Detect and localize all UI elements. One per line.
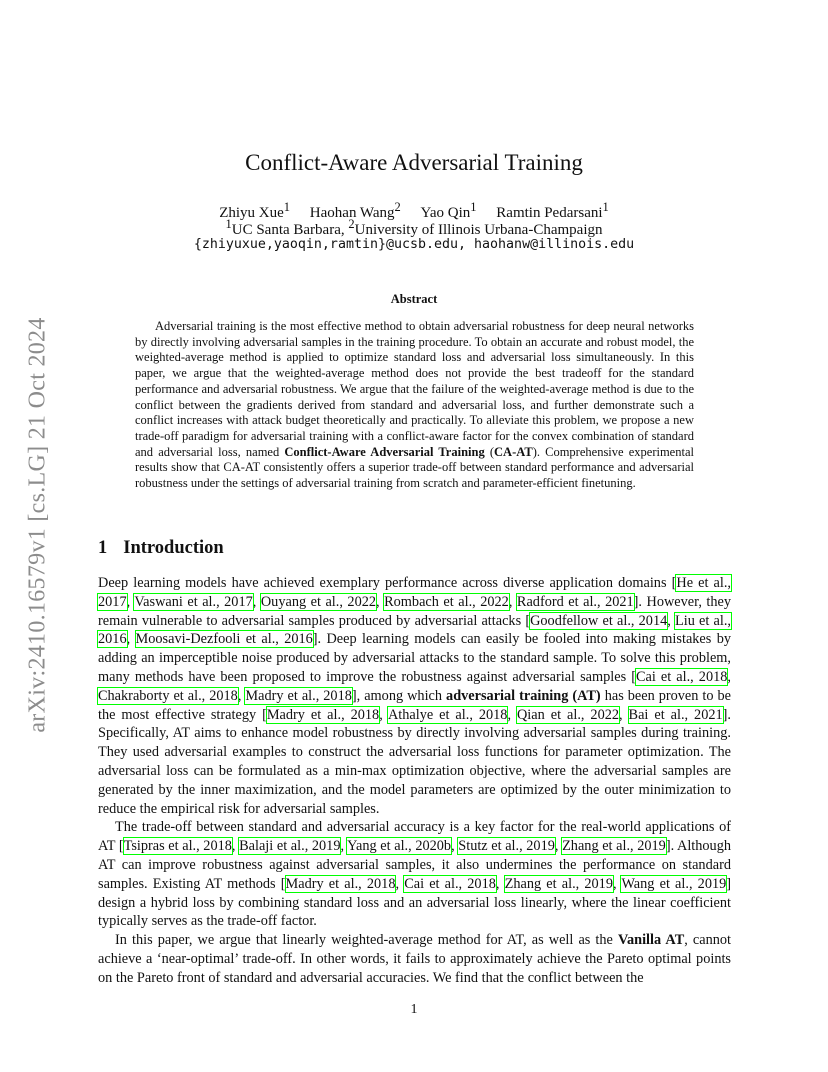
citation-link[interactable]: Vaswani et al., 2017 — [134, 593, 253, 610]
page-number: 1 — [410, 1002, 418, 1017]
section-heading — [98, 538, 224, 559]
author: Yao Qin$^1$ — [420, 200, 477, 221]
method-acronym: CA-AT — [494, 444, 533, 459]
introduction-body — [98, 574, 731, 988]
paper-title: Conflict-Aware Adversarial Training — [245, 150, 583, 175]
citation-link[interactable]: Moosavi-Dezfooli et al., 2016 — [135, 631, 313, 648]
citation-link[interactable]: He et al., 2017 — [98, 575, 732, 610]
method-name: Conflict-Aware Adversarial Training — [284, 444, 485, 459]
citation-link[interactable]: Liu et al., 2016 — [98, 612, 731, 648]
section-number: 1 — [98, 538, 108, 558]
citation-link[interactable]: Yang et al., 2020b — [347, 838, 452, 855]
citation-link[interactable]: Balaji et al., 2019 — [239, 838, 341, 855]
citation-link[interactable]: Bai et al., 2021 — [628, 706, 723, 723]
paragraph: The trade-off between standard and adversarial accuracy is a key factor for the real-world applications of AT [Tsipras et al., 2018, Balaji et al., 2019, Yang et al., 2020b, Stutz et al., 2019, Zhang et al., 2019]. Although AT can improve robustness against adversarial samples, it also undermines the performance on standard samples. Existing AT methods [Madry et al., 2018, Cai et al., 2018, Zhang et al., 2019, Wang et al., 2019] design a hybrid loss by combining standard loss and an adversarial loss linearly, where the linear coefficient typically serves as the trade-off factor. — [98, 819, 732, 930]
abstract-heading: Abstract — [390, 292, 438, 306]
arxiv-side-stamp — [16, 290, 60, 760]
citation-link[interactable]: Chakraborty et al., 2018 — [98, 687, 238, 704]
citation-link[interactable]: Zhang et al., 2019 — [562, 838, 666, 855]
arxiv-identifier: arXiv:2410.16579v1 [cs.LG] 21 Oct 2024 — [24, 317, 51, 733]
abstract-body: Adversarial training is the most effective method to obtain adversarial robustness for deep neural networks by directly involving adversarial samples in the training procedure. To obtain an accurate and robust model, the weighted-average method is applied to optimize standard loss and adversarial loss simultaneously. In this paper, we argue that the weighted-average method does not provide the best tradeoff for the standard performance and adversarial robustness. We argue that the failure of the weighted-average method is due to the conflict between the gradients derived from standard and adversarial loss, and further demonstrate such a conflict increases with attack budget theoretically and practically. To alleviate this problem, we propose a new trade-off paradigm for adversarial training with a conflict-aware factor for the convex combination of standard and adversarial loss, named Conflict-Aware Adversarial Training (CA-AT). Comprehensive experimental results show that CA-AT consistently offers a superior trade-off between standard performance and adversarial robustness under the settings of adversarial training from scratch and parameter-efficient finetuning. — [135, 319, 694, 491]
citation-link[interactable]: Stutz et al., 2019 — [458, 838, 555, 855]
citation-link[interactable]: Zhang et al., 2019 — [504, 875, 613, 892]
citation-link[interactable]: Madry et al., 2018 — [285, 875, 396, 892]
citation-link[interactable]: Madry et al., 2018 — [245, 687, 352, 704]
author-emails: {zhiyuxue,yaoqin,ramtin}@ucsb.edu, haohanw@illinois.edu — [193, 237, 635, 252]
citation-link[interactable]: Wang et al., 2019 — [621, 875, 727, 892]
bold-term: adversarial training (AT) — [446, 687, 601, 704]
paragraph: Deep learning models have achieved exemplary performance across diverse application domains [He et al., 2017, Vaswani et al., 2017, Ouyang et al., 2022, Rombach et al., 2022, Radford et al., 2021]. However, they remain vulnerable to adversarial samples produced by adversarial attacks [Goodfellow et al., 2014, Liu et al., 2016, Moosavi-Dezfooli et al., 2016]. Deep learning models can easily be fooled into making mistakes by adding an imperceptible noise produced by adversarial attacks to the standard sample. To solve this problem, many methods have been proposed to improve the robustness against adversarial samples [Cai et al., 2018, Chakraborty et al., 2018, Madry et al., 2018], among which adversarial training (AT) has been proven to be the most effective strategy [Madry et al., 2018, Athalye et al., 2018, Qian et al., 2022, Bai et al., 2021]. Specifically, AT aims to enhance model robustness by directly involving adversarial samples during training. They used adversarial examples to construct the adversarial loss functions for parameter optimization. The adversarial loss can be formulated as a min-max optimization objective, where the adversarial samples are generated by the inner maximization, and the model parameters are optimized by the outer minimization to reduce the empirical risk for adversarial samples. — [98, 575, 732, 817]
citation-link[interactable]: Cai et al., 2018 — [635, 668, 728, 685]
citation-link[interactable]: Goodfellow et al., 2014 — [530, 612, 668, 629]
author: Haohan Wang$^2$ — [309, 200, 401, 221]
citation-link[interactable]: Cai et al., 2018 — [404, 875, 496, 892]
citation-link[interactable]: Tsipras et al., 2018 — [123, 838, 232, 855]
citation-link[interactable]: Ouyang et al., 2022 — [260, 593, 377, 610]
bold-term: Vanilla AT — [617, 932, 685, 949]
citation-link[interactable]: Rombach et al., 2022 — [384, 593, 509, 610]
author: Zhiyu Xue$^1$ — [219, 200, 291, 221]
citation-link[interactable]: Athalye et al., 2018 — [387, 706, 508, 723]
citation-link[interactable]: Madry et al., 2018 — [266, 706, 380, 723]
author: Ramtin Pedarsani$^1$ — [496, 200, 609, 221]
citation-link[interactable]: Qian et al., 2022 — [516, 706, 620, 723]
section-title: Introduction — [123, 538, 224, 558]
paragraph: In this paper, we argue that linearly weighted-average method for AT, as well as the Vanilla AT, cannot achieve a ‘near-optimal’ trade-off. In other words, it fails to approximately achieve the Pareto optimal points on the Pareto front of standard and adversarial accuracies. We find that the conflict between the — [98, 932, 731, 986]
affiliations: $^1$UC Santa Barbara, $^2$University of Illinois Urbana-Champaign — [225, 217, 603, 238]
citation-link[interactable]: Radford et al., 2021 — [516, 593, 634, 610]
